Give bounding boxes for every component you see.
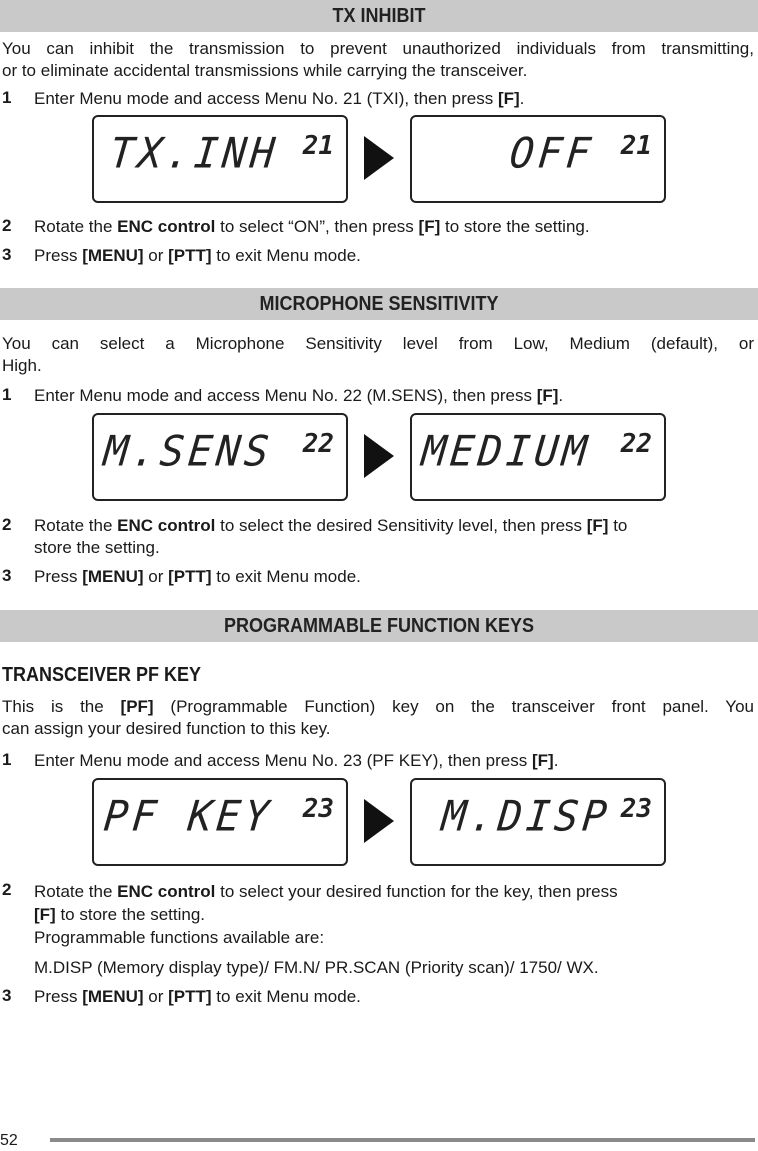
section-title: MICROPHONE SENSITIVITY <box>259 293 499 315</box>
step-number: 3 <box>2 245 12 264</box>
lcd-channel: 23 <box>302 794 334 824</box>
lcd-text: OFF <box>507 129 597 179</box>
lcd-text: TX.INH <box>107 129 281 179</box>
lcd-display-value <box>410 778 666 866</box>
subsection-title: TRANSCEIVER PF KEY <box>2 664 202 686</box>
step-text: Enter Menu mode and access Menu No. 22 (M.SENS), then press [F]. <box>34 386 564 405</box>
step-number: 3 <box>2 986 12 1005</box>
step-number: 2 <box>2 515 12 534</box>
lcd-channel: 22 <box>620 429 652 459</box>
arrow-right-icon <box>364 799 394 843</box>
intro-line: You can inhibit the transmission to prevent unauthorized individuals from transmitting, <box>2 39 754 58</box>
step-text: Press [MENU] or [PTT] to exit Menu mode. <box>34 987 361 1006</box>
step-text: Enter Menu mode and access Menu No. 23 (PF KEY), then press [F]. <box>34 751 559 770</box>
step-text: Rotate the ENC control to select the desired Sensitivity level, then press [F] to store the setting. <box>34 516 628 557</box>
section-header-tx-inhibit <box>0 0 758 32</box>
lcd-text: M.DISP <box>439 792 613 842</box>
arrow-right-icon <box>364 434 394 478</box>
section-header-mic-sens <box>0 288 758 320</box>
intro-line: High. <box>2 356 42 375</box>
lcd-channel: 21 <box>620 131 652 161</box>
step-number: 1 <box>2 385 12 404</box>
step-text: Enter Menu mode and access Menu No. 21 (TXI), then press [F]. <box>34 89 525 108</box>
page-number: 52 <box>0 1132 18 1149</box>
intro-line: You can select a Microphone Sensitivity level from Low, Medium (default), or <box>2 334 754 353</box>
step-number: 1 <box>2 750 12 769</box>
intro-line: or to eliminate accidental transmissions while carrying the transceiver. <box>2 61 528 80</box>
section-title: TX INHIBIT <box>332 5 426 27</box>
step-number: 2 <box>2 880 12 899</box>
lcd-display-value <box>410 413 666 501</box>
lcd-text: M.SENS <box>101 427 275 477</box>
section-header-pf-keys <box>0 610 758 642</box>
intro-text: This is the [PF] (Programmable Function) key on the transceiver front panel. You can assign your desired function to this key. <box>2 697 754 738</box>
lcd-channel: 22 <box>302 429 334 459</box>
lcd-display-menu <box>92 778 348 866</box>
lcd-text: MEDIUM <box>419 427 593 477</box>
arrow-right-icon <box>364 136 394 180</box>
footer-rule <box>50 1138 755 1142</box>
step-text: Press [MENU] or [PTT] to exit Menu mode. <box>34 567 361 586</box>
lcd-display-menu <box>92 115 348 203</box>
section-title: PROGRAMMABLE FUNCTION KEYS <box>223 615 534 637</box>
step-number: 2 <box>2 216 12 235</box>
step-text: Press [MENU] or [PTT] to exit Menu mode. <box>34 246 361 265</box>
lcd-channel: 21 <box>302 131 334 161</box>
intro-text <box>2 38 754 82</box>
step-number: 1 <box>2 88 12 107</box>
lcd-channel: 23 <box>620 794 652 824</box>
lcd-text: PF KEY <box>101 792 275 842</box>
intro-text <box>2 333 754 377</box>
step-text: Rotate the ENC control to select your desired function for the key, then press [F] to store the setting. Programmable functions available are: M.DISP (Memory display type)/ FM.N/ PR.SCAN (Priority scan)/ 1750/ WX. <box>34 882 618 977</box>
step-number: 3 <box>2 566 12 585</box>
lcd-display-value <box>410 115 666 203</box>
lcd-display-menu <box>92 413 348 501</box>
step-text: Rotate the ENC control to select “ON”, then press [F] to store the setting. <box>34 217 590 236</box>
